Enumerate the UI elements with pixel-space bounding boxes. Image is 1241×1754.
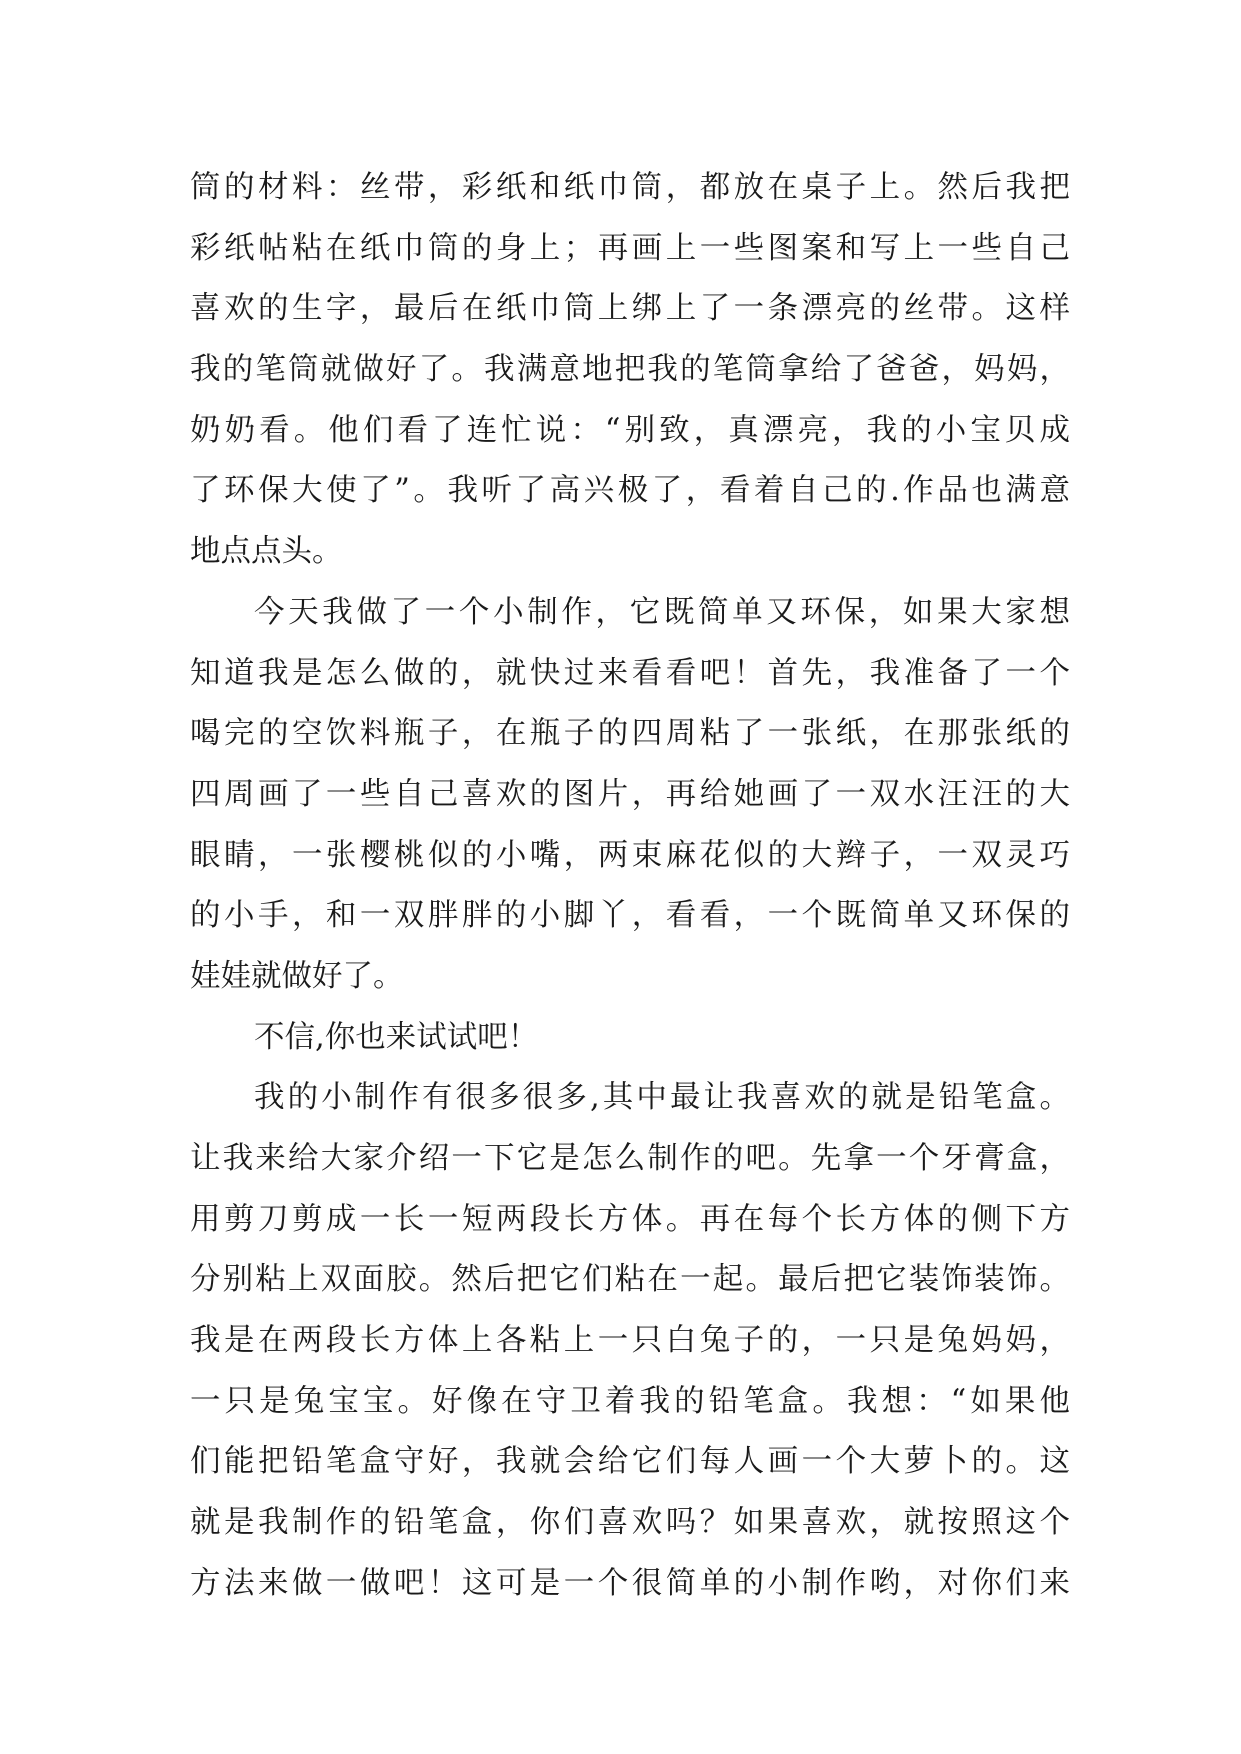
paragraph-4-line-6: 一只是兔宝宝。好像在守卫着我的铅笔盒。我想：“如果他 — [190, 1383, 1070, 1419]
paragraph-4-line-7: 们能把铅笔盒守好，我就会给它们每人画一个大萝卜的。这 — [190, 1444, 1070, 1480]
paragraph-1-line-1: 筒的材料：丝带，彩纸和纸巾筒，都放在桌子上。然后我把 — [190, 170, 1070, 205]
paragraph-4-line-5: 我是在两段长方体上各粘上一只白兔子的，一只是兔妈妈， — [190, 1323, 1070, 1359]
paragraph-3-line-1: 不信,你也来试试吧！ — [254, 1019, 539, 1055]
paragraph-1-line-2: 彩纸帖粘在纸巾筒的身上；再画上一些图案和写上一些自己 — [190, 230, 1070, 266]
document-body — [190, 158, 1070, 1615]
paragraph-2-line-1: 今天我做了一个小制作，它既简单又环保，如果大家想 — [254, 594, 1070, 630]
paragraph-1-line-3: 喜欢的生字，最后在纸巾筒上绑上了一条漂亮的丝带。这样 — [190, 291, 1070, 327]
paragraph-2-line-5: 眼睛，一张樱桃似的小嘴，两束麻花似的大辫子，一双灵巧 — [190, 837, 1070, 873]
paragraph-4-line-4: 分别粘上双面胶。然后把它们粘在一起。最后把它装饰装饰。 — [190, 1262, 1070, 1298]
paragraph-1-line-5: 奶奶看。他们看了连忙说：“别致，真漂亮，我的小宝贝成 — [190, 412, 1070, 448]
paragraph-4-line-2: 让我来给大家介绍一下它是怎么制作的吧。先拿一个牙膏盒， — [190, 1141, 1070, 1176]
paragraph-2-line-2: 知道我是怎么做的，就快过来看看吧！首先，我准备了一个 — [190, 655, 1070, 691]
paragraph-2-line-6: 的小手，和一双胖胖的小脚丫，看看，一个既简单又环保的 — [190, 898, 1070, 934]
paragraph-1-line-7: 地点点头。 — [190, 534, 343, 570]
paragraph-4-line-3: 用剪刀剪成一长一短两段长方体。再在每个长方体的侧下方 — [190, 1201, 1070, 1237]
paragraph-4-line-9: 方法来做一做吧！这可是一个很简单的小制作哟，对你们来 — [190, 1565, 1070, 1601]
paragraph-4-line-8: 就是我制作的铅笔盒，你们喜欢吗？如果喜欢，就按照这个 — [190, 1505, 1070, 1541]
paragraph-2-line-7: 娃娃就做好了。 — [190, 958, 404, 994]
paragraph-1-line-4: 我的笔筒就做好了。我满意地把我的笔筒拿给了爸爸，妈妈， — [190, 352, 1070, 388]
paragraph-4-line-1: 我的小制作有很多很多,其中最让我喜欢的就是铅笔盒。 — [254, 1080, 1070, 1116]
paragraph-1-line-6: 了环保大使了”。我听了高兴极了，看着自己的.作品也满意 — [190, 473, 1070, 509]
paragraph-2-line-3: 喝完的空饮料瓶子，在瓶子的四周粘了一张纸，在那张纸的 — [190, 716, 1070, 752]
paragraph-2-line-4: 四周画了一些自己喜欢的图片，再给她画了一双水汪汪的大 — [190, 776, 1070, 812]
